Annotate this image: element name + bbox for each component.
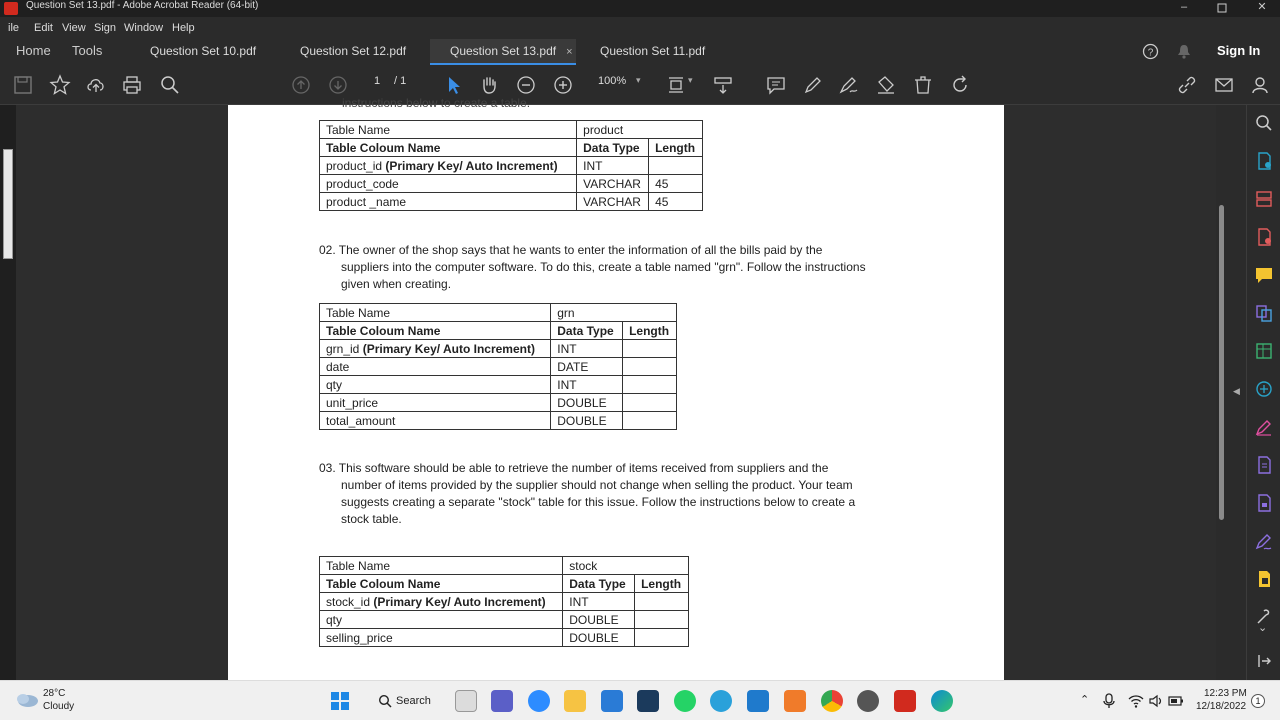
upload-cloud-icon[interactable] [85, 74, 107, 96]
tab-question-set-10[interactable] [140, 39, 270, 65]
edit-pdf-icon[interactable] [1254, 455, 1274, 475]
question-line: 02. The owner of the shop says that he wants to enter the information of all the bills paid by the [319, 243, 823, 257]
page-total: / 1 [394, 75, 407, 87]
data-type-cell: DOUBLE [563, 629, 635, 647]
scrollbar-thumb[interactable] [1219, 205, 1224, 520]
column-key: (Primary Key/ Auto Increment) [385, 158, 558, 173]
highlight-pen-icon[interactable] [802, 74, 824, 96]
length-cell: 45 [649, 193, 703, 211]
table-row [320, 412, 677, 430]
column-name-cell [320, 593, 563, 611]
stock-table [319, 556, 689, 647]
table-row [320, 139, 703, 157]
weather-temp: 28°C [43, 688, 66, 699]
comment-tool-icon[interactable] [1254, 265, 1274, 285]
export-pdf-icon[interactable] [1254, 151, 1274, 171]
background-window-sliver [3, 149, 13, 259]
question-line: given when creating. [341, 277, 452, 291]
column-header: Table Coloum Name [320, 575, 563, 593]
tab-label: Question Set 12.pdf [300, 44, 407, 58]
table-row [320, 593, 689, 611]
menu-file[interactable]: ile [8, 22, 20, 34]
table-name-label: Table Name [320, 557, 563, 575]
fill-sign-icon[interactable] [1254, 417, 1274, 437]
zoom-level[interactable]: 100% [598, 75, 627, 87]
table-row [320, 557, 689, 575]
length-cell [623, 412, 677, 430]
page-fit-icon[interactable] [665, 74, 687, 96]
question-line: 03. This software should be able to retrieve the number of items received from suppliers and the [319, 461, 829, 475]
column-key: (Primary Key/ Auto Increment) [373, 594, 546, 609]
home-tab[interactable]: Home [16, 43, 51, 58]
column-name-cell: qty [320, 376, 551, 394]
pdf-page [228, 96, 1004, 680]
column-name-cell [320, 340, 551, 358]
table-row [320, 121, 703, 139]
page-number-input[interactable]: 1 [374, 75, 381, 87]
question-line: suppliers into the computer software. To do this, create a table named "grn". Follow the instructions [341, 260, 866, 274]
search-icon[interactable] [159, 74, 181, 96]
table-row [320, 322, 677, 340]
table-name-value: product [577, 121, 703, 139]
table-row [320, 394, 677, 412]
chevron-down-icon[interactable]: ⌄ [1258, 622, 1268, 634]
expand-pane-icon[interactable] [1254, 651, 1274, 671]
scroll-mode-icon[interactable] [712, 74, 734, 96]
question-3 [319, 460, 855, 528]
menu-help[interactable]: Help [172, 22, 195, 34]
taskbar-search-button[interactable] [368, 689, 440, 713]
column-header: Data Type [577, 139, 649, 157]
table-row [320, 304, 677, 322]
menu-bar [0, 17, 1280, 39]
column-name-cell: product_code [320, 175, 577, 193]
data-type-cell: INT [577, 157, 649, 175]
send-for-review-icon[interactable] [1254, 569, 1274, 589]
column-header: Length [649, 139, 703, 157]
column-header: Length [635, 575, 689, 593]
zoom-out-icon[interactable] [515, 74, 537, 96]
export-excel-icon[interactable] [1254, 341, 1274, 361]
menu-view[interactable]: View [62, 22, 86, 34]
column-name-cell: product _name [320, 193, 577, 211]
sign-in-button[interactable]: Sign In [1217, 43, 1261, 58]
clock-date[interactable]: 12/18/2022 [1196, 701, 1247, 712]
column-header: Table Coloum Name [320, 139, 577, 157]
column-name: stock_id [326, 594, 371, 609]
window-title: Question Set 13.pdf - Adobe Acrobat Reader (64-bit) [26, 0, 259, 11]
length-cell [635, 611, 689, 629]
zoom-app-icon[interactable] [528, 690, 550, 712]
column-header: Data Type [563, 575, 635, 593]
column-name: product_id [326, 158, 383, 173]
weather-desc: Cloudy [43, 701, 75, 712]
table-row [320, 340, 677, 358]
chrome-canary-icon[interactable] [857, 690, 879, 712]
volume-icon[interactable] [1148, 694, 1164, 708]
right-tools-pane [1246, 105, 1280, 680]
column-name-cell: date [320, 358, 551, 376]
table-row [320, 175, 703, 193]
show-hidden-icons-icon[interactable]: ⌃ [1080, 694, 1090, 706]
clipped-line: instructions below to create a table. [342, 96, 531, 110]
column-key: (Primary Key/ Auto Increment) [362, 341, 535, 356]
vscode-icon[interactable] [747, 690, 769, 712]
toolbar [0, 65, 1280, 105]
collapse-pane-icon[interactable]: ◀ [1233, 386, 1240, 396]
request-signature-icon[interactable] [1254, 531, 1274, 551]
length-cell: 45 [649, 175, 703, 193]
xampp-icon[interactable] [784, 690, 806, 712]
data-type-cell: INT [563, 593, 635, 611]
data-type-cell: DOUBLE [551, 394, 623, 412]
length-cell [635, 629, 689, 647]
windows-start-icon[interactable] [330, 691, 350, 711]
length-cell [623, 358, 677, 376]
table-row [320, 193, 703, 211]
previous-page-icon[interactable] [290, 74, 312, 96]
table-row [320, 358, 677, 376]
question-2 [319, 242, 866, 293]
task-view-icon[interactable] [455, 690, 477, 712]
battery-icon[interactable] [1168, 694, 1184, 708]
edge-icon[interactable] [931, 690, 953, 712]
column-header: Data Type [551, 322, 623, 340]
next-page-icon[interactable] [327, 74, 349, 96]
search-label: Search [396, 695, 431, 707]
protect-user-icon[interactable] [1250, 74, 1272, 96]
notification-center-icon[interactable]: 1 [1251, 694, 1265, 708]
length-cell [635, 593, 689, 611]
combine-files-icon[interactable] [1254, 303, 1274, 323]
data-type-cell: VARCHAR [577, 175, 649, 193]
acrobat-taskbar-icon[interactable] [894, 690, 916, 712]
table-row [320, 157, 703, 175]
maximize-button[interactable] [1210, 0, 1234, 17]
select-cursor-icon[interactable] [443, 74, 465, 96]
close-window-button[interactable]: ✕ [1257, 1, 1267, 13]
share-link-icon[interactable] [1176, 74, 1198, 96]
column-name-cell: total_amount [320, 412, 551, 430]
wifi-icon[interactable] [1128, 694, 1144, 708]
table-row [320, 611, 689, 629]
email-icon[interactable] [1213, 74, 1235, 96]
tab-question-set-11[interactable] [590, 39, 720, 65]
hand-pan-icon[interactable] [478, 74, 500, 96]
data-type-cell: DOUBLE [563, 611, 635, 629]
comment-icon[interactable] [765, 74, 787, 96]
tools-tab[interactable]: Tools [72, 43, 103, 58]
microphone-icon[interactable] [1102, 693, 1116, 709]
table-name-value: stock [563, 557, 689, 575]
organize-pages-icon[interactable] [1254, 189, 1274, 209]
tab-close-icon[interactable]: × [566, 46, 573, 58]
clock-time[interactable]: 12:23 PM [1204, 688, 1247, 699]
tab-label: Question Set 11.pdf [600, 44, 706, 58]
question-line: stock table. [341, 512, 402, 526]
vertical-scrollbar[interactable] [1216, 105, 1228, 680]
save-icon[interactable] [12, 74, 34, 96]
table-name-label: Table Name [320, 121, 577, 139]
menu-sign[interactable]: Sign [94, 22, 117, 34]
question-line: number of items provided by the supplier should not change when selling the product. Your team [341, 478, 853, 492]
title-bar [0, 0, 1280, 17]
column-header: Length [623, 322, 677, 340]
mail-icon[interactable] [601, 690, 623, 712]
maximize-icon [1217, 3, 1227, 13]
length-cell [623, 394, 677, 412]
minimize-button[interactable]: – [1180, 1, 1188, 13]
compress-pdf-icon[interactable] [1254, 379, 1274, 399]
length-cell [649, 157, 703, 175]
length-cell [623, 376, 677, 394]
file-explorer-icon[interactable] [564, 690, 586, 712]
table-row [320, 575, 689, 593]
tab-label: Question Set 13.pdf [450, 44, 557, 58]
svg-text:?: ? [1147, 47, 1154, 59]
stamp-icon[interactable] [875, 74, 897, 96]
whatsapp-icon[interactable] [674, 690, 696, 712]
help-icon[interactable] [1142, 43, 1159, 60]
telegram-icon[interactable] [710, 690, 732, 712]
print-icon[interactable] [121, 74, 143, 96]
tab-bar [0, 39, 1280, 65]
tab-label: Question Set 10.pdf [150, 44, 257, 58]
notification-bell-icon[interactable] [1176, 43, 1192, 60]
document-area[interactable] [16, 96, 1228, 680]
bookmark-star-icon[interactable] [49, 74, 71, 96]
column-header: Table Coloum Name [320, 322, 551, 340]
zoom-dropdown-icon[interactable]: ▾ [636, 75, 641, 85]
draw-sign-icon[interactable] [838, 74, 860, 96]
column-name-cell: selling_price [320, 629, 563, 647]
zoom-search-icon[interactable] [1254, 113, 1274, 133]
cloudy-weather-icon[interactable] [14, 689, 40, 709]
teams-chat-icon[interactable] [491, 690, 513, 712]
grn-table [319, 303, 677, 430]
protect-pdf-icon[interactable] [1254, 493, 1274, 513]
tab-question-set-12[interactable] [290, 39, 420, 65]
table-row [320, 629, 689, 647]
search-icon [378, 694, 392, 708]
column-name-cell [320, 157, 577, 175]
acrobat-logo-icon [4, 2, 18, 15]
delete-trash-icon[interactable] [912, 74, 934, 96]
column-name: grn_id [326, 341, 360, 356]
column-name-cell: unit_price [320, 394, 551, 412]
table-name-value: grn [551, 304, 677, 322]
menu-window[interactable]: Window [124, 22, 164, 34]
tab-question-set-13[interactable] [430, 39, 576, 65]
product-table [319, 120, 703, 211]
column-name-cell: qty [320, 611, 563, 629]
rotate-icon[interactable] [949, 74, 971, 96]
snipping-tool-icon[interactable] [637, 690, 659, 712]
chrome-icon[interactable] [821, 690, 843, 712]
data-type-cell: DOUBLE [551, 412, 623, 430]
data-type-cell: INT [551, 340, 623, 358]
left-pane-strip [0, 105, 16, 680]
data-type-cell: VARCHAR [577, 193, 649, 211]
menu-edit[interactable]: Edit [34, 22, 53, 34]
data-type-cell: DATE [551, 358, 623, 376]
length-cell [623, 340, 677, 358]
data-type-cell: INT [551, 376, 623, 394]
fit-dropdown-icon[interactable]: ▾ [688, 75, 693, 85]
table-name-label: Table Name [320, 304, 551, 322]
question-line: suggests creating a separate "stock" table for this issue. Follow the instructions below to create a [341, 495, 856, 509]
zoom-in-icon[interactable] [552, 74, 574, 96]
windows-taskbar [0, 680, 1280, 720]
create-pdf-icon[interactable] [1254, 227, 1274, 247]
table-row [320, 376, 677, 394]
